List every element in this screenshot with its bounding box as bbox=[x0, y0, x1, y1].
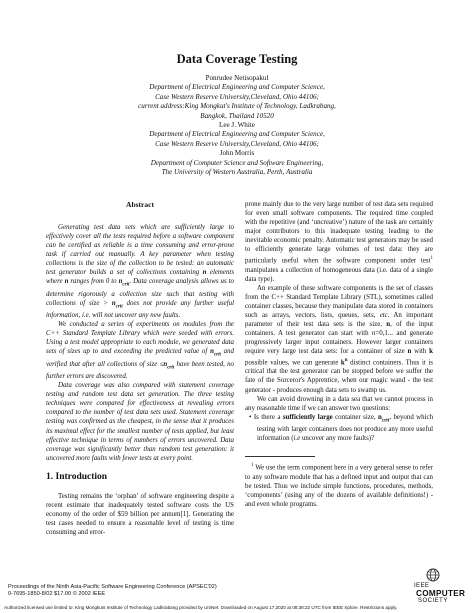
body-paragraph: prone mainly due to the very large number of test data sets required for even small software components. The required time coupled with the repetitive (and ‘uncreative’) nature of the task are certainly major contributors to this inadequate testing leading to the inevitable economic penalty. Automatic test generators may be used to efficiently generate large volumes of test data: they are particularly useful when the software component under test$^1$ manipulates a collection of homogeneous data (i.e. data of a single data type). bbox=[245, 201, 433, 283]
body-paragraph: An example of these software components is the set of classes from the C++ Standard Template Library (STL), sometimes called container classes, because they manipulate data stored in containers such as arrays, vectors, lists, queues, sets, etc. An important parameter of their test data sets is the size, n, of the input containers. A test generator can start with n=0,1... and generate progressively larger input containers. However larger containers require very large test data sets: for a container of size n with k possible values, we can generate $k^n$ distinct containers. Thus it is critical that the test generator can be stopped before we suffer the fate of the Sorceror's Apprentice, when our magic wand - the test generator - produces enough data sets to swamp us. bbox=[245, 284, 433, 394]
author-name: Ponrudee Netisopakul bbox=[205, 74, 269, 82]
copyright-line: 0-7695-1850-8/02 $17.00 © 2002 IEEE bbox=[8, 591, 106, 597]
author-affiliation: Bangkok, Thailand 10520 bbox=[200, 111, 274, 120]
paper-title: Data Coverage Testing bbox=[176, 52, 298, 66]
license-notice: Authorized licensed use limited to: King Mongkuts Institute of Technology Ladkrabang provided by UniNet. Downloaded on August 17,2020 at 08:38:22 UTC from IEEE Xplore. Restrictions apply. bbox=[4, 605, 398, 610]
author-affiliation: current address:King Mongkut's Institute of Technology, Ladkrabang, bbox=[138, 102, 336, 111]
abstract-paragraph: Generating test data sets which are sufficiently large to effectively cover all the tests required before a software component can be certified as reliable is a time consuming and error-prone task if carried out manually. A key parameter when testing collections is the size of the collection to be tested: an automatic test generator builds a set of collections containing n elements where n ranges from 0 to $n_{crit}$. Data coverage analysis allows us to determine rigorously a collection size such that testing with collections of size > $n_{crit}$ does not provide any further useful information, i.e. will not uncover any new faults. bbox=[46, 224, 234, 320]
abstract-paragraph: Data coverage was also compared with statement coverage testing and random test data set generation. The three testing techniques were compared for effectiveness at revealing errors compared to the number of test data sets used. Statement coverage testing was confirmed as the cheapest, in the sense that it produces its maximal effect for the smallest number of tests applied, but least effective technique in terms of numbers of errors uncovered. Data coverage was significantly better than random test generation: it uncovered more faults with fewer tests at every point. bbox=[46, 382, 234, 462]
author-affiliation: The University of Western Australia, Perth, Australia bbox=[161, 168, 313, 177]
question-bullet: • Is there a sufficiently large container size, $n_{crit}$, beyond which testing with larger containers does not produce any more useful information (i.e uncover any more faults)? bbox=[249, 413, 433, 443]
globe-icon bbox=[426, 568, 440, 582]
body-paragraph: We can avoid drowning in a data sea that we cannot process in any reasonable time if we can answer two questions: bbox=[245, 395, 433, 412]
author-affiliation: Case Western Reserve University,Cleveland, Ohio 44106; bbox=[155, 139, 319, 148]
author-name: John Morris bbox=[219, 149, 255, 158]
author-block bbox=[60, 74, 414, 177]
proceedings-footer bbox=[8, 584, 217, 598]
logo-text-computer: COMPUTER bbox=[416, 589, 466, 598]
author-name: Lee J. White bbox=[219, 121, 255, 130]
logo-text-ieee: IEEE bbox=[414, 582, 430, 589]
footnote bbox=[245, 461, 433, 509]
footnote-divider bbox=[245, 456, 315, 457]
body-paragraph: Testing remains the ‘orphan’ of software engineering despite a recent estimate that inadequately tested software costs the US economy of the order of $59 billion per annum[1]. Generating the test cases needed to ensure a reasonable level of testing is time consuming and error- bbox=[46, 492, 234, 536]
author-affiliation: Department of Electrical Engineering and Computer Science, bbox=[149, 83, 325, 92]
left-column bbox=[46, 200, 234, 537]
right-column bbox=[245, 200, 433, 509]
abstract-heading: Abstract bbox=[126, 200, 154, 209]
section-heading-introduction: 1. Introduction bbox=[46, 471, 108, 482]
footnote-text: $^1$ We use the term component here in a very general sense to refer to any software module that has a defined input and output that can be tested. Thus we include simple functions, procedures, methods, ‘components’ (using any of the dozens of available definitions!) - and even whole programs. bbox=[245, 463, 433, 508]
author-affiliation: Department of Electrical Engineering and Computer Science, bbox=[149, 130, 325, 139]
abstract-paragraph: We conducted a series of experiments on modules from the C++ Standard Template Library which were seeded with errors. Using a test model appropriate to each module, we generated data sets of sizes up to and exceeding the predicted value of $n_{crit}$ and verified that after all collections of size $\le n_{crit}$ have been tested, no further errors are discovered. bbox=[46, 321, 234, 381]
author-affiliation: Case Western Reserve University,Cleveland, Ohio 44106; bbox=[155, 92, 319, 101]
abstract bbox=[46, 200, 234, 463]
ieee-computer-society-logo bbox=[402, 568, 468, 606]
author-affiliation: Department of Computer Science and Software Engineering, bbox=[150, 158, 324, 167]
proceedings-line: Proceedings of the Ninth Asia-Pacific Software Engineering Conference (APSEC'02) bbox=[8, 584, 217, 590]
logo-text-society: SOCIETY bbox=[418, 598, 448, 604]
